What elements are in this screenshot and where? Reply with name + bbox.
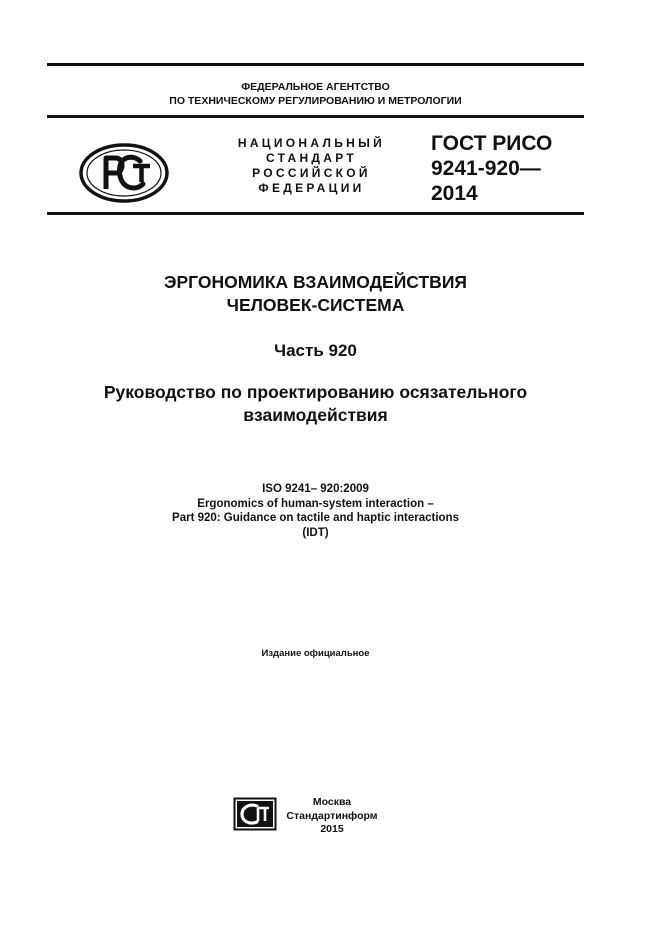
part-number: Часть 920 xyxy=(274,341,357,360)
publication-year: 2015 xyxy=(320,823,344,835)
document-title xyxy=(47,271,584,317)
national-standard-line-1: НАЦИОНАЛЬНЫЙ xyxy=(237,136,386,150)
designation-line-2: 9241-920— xyxy=(431,157,541,180)
iso-line-4: (IDT) xyxy=(302,526,329,539)
iso-line-3: Part 920: Guidance on tactile and haptic interactions xyxy=(172,512,459,524)
standard-designation xyxy=(431,131,552,206)
standartinform-logo-icon xyxy=(233,797,277,831)
gost-r-emblem-icon xyxy=(78,142,170,204)
header-rule xyxy=(47,115,584,118)
designation-line-1: ГОСТ РИСО xyxy=(431,132,553,155)
masthead-bottom-rule xyxy=(47,212,584,215)
publisher-city: Москва xyxy=(312,796,352,808)
iso-reference xyxy=(47,482,584,540)
official-edition-label: Издание официальное xyxy=(261,648,370,659)
designation-line-3: 2014 xyxy=(431,182,478,205)
national-standard-line-3: РОССИЙСКОЙ xyxy=(252,166,371,180)
subtitle-line-2: взаимодействия xyxy=(243,405,388,425)
national-standard-line-4: ФЕДЕРАЦИИ xyxy=(258,181,365,195)
agency-line-2: ПО ТЕХНИЧЕСКОМУ РЕГУЛИРОВАНИЮ И МЕТРОЛОГИИ xyxy=(169,95,462,107)
subtitle-line-1: Руководство по проектированию осязательного xyxy=(103,382,528,402)
publisher-imprint xyxy=(283,796,381,837)
iso-line-2: Ergonomics of human-system interaction – xyxy=(197,497,434,510)
national-standard-line-2: СТАНДАРТ xyxy=(265,151,358,165)
publisher-name: Стандартинформ xyxy=(286,809,378,822)
document-subtitle xyxy=(47,381,584,427)
national-standard-label xyxy=(214,136,409,196)
title-line-2: ЧЕЛОВЕК-СИСТЕМА xyxy=(226,295,405,315)
iso-line-1: ISO 9241– 920:2009 xyxy=(262,483,369,495)
top-rule xyxy=(47,63,584,66)
agency-header xyxy=(47,80,584,108)
title-line-1: ЭРГОНОМИКА ВЗАИМОДЕЙСТВИЯ xyxy=(164,272,467,292)
agency-line-1: ФЕДЕРАЛЬНОЕ АГЕНТСТВО xyxy=(241,81,390,93)
